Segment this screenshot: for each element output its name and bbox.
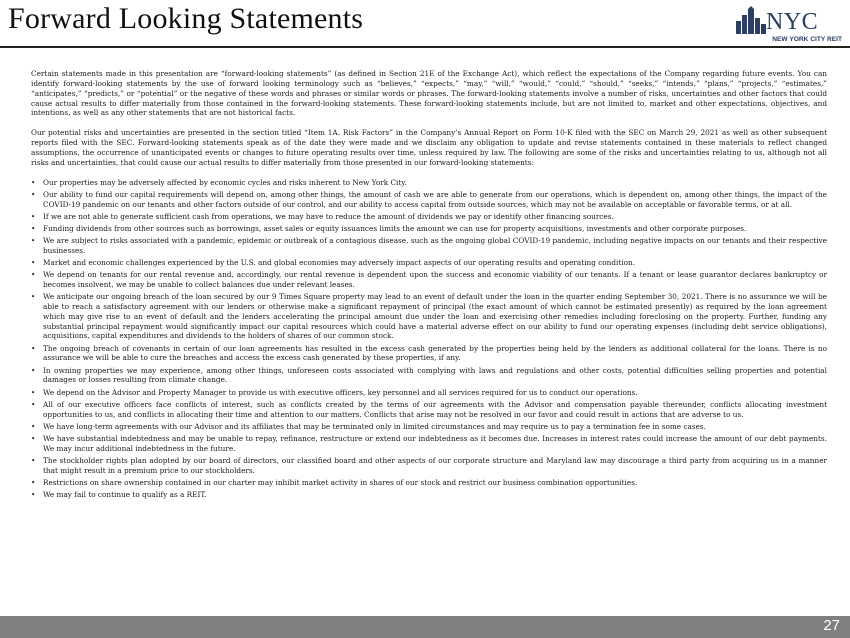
list-item-text: We have substantial indebtedness and may be unable to repay, refinance, restructure or extend our indebtedness as it becomes due. Increases in interest rates could increase the amount of our debt payments. We may incur additional indebtedness in the future. xyxy=(43,433,827,453)
intro-paragraph: Our potential risks and uncertainties are presented in the section titled “Item 1A. Risk Factors” in the Company’s Annual Report on Form 10-K filed with the SEC on March 29, 2021 as well as other subsequent reports filed with the SEC. Forward-looking statements speak as of the date they were made and we disclaim any obligation to update and revise statements contained in these materials to reflect changed assumptions, the occurrence of unanticipated events or changes to future operating results over time, unless required by law. The following are some of the risks and uncertainties relating to us, although not all risks and uncertainties, that could cause our actual results to differ materially from those presented in our forward-looking statements: xyxy=(31,128,827,167)
title-divider xyxy=(0,46,850,48)
list-item xyxy=(31,478,827,488)
list-item-text: Our ability to fund our capital requirements will depend on, among other things, the amount of cash we are able to generate from our operations, which is dependent on, among other things, the impact of the COVID-19 pandemic on our tenants and other factors outside of our control, and our ability to access capital from outside sources, which may not be available on acceptable or favorable terms, or at all. xyxy=(43,189,827,209)
bullet-icon: • xyxy=(31,177,36,187)
bullet-icon: • xyxy=(31,399,36,409)
page-number: 27 xyxy=(823,617,840,634)
list-item-text: We may fail to continue to qualify as a REIT. xyxy=(43,489,207,499)
disclaimer-body xyxy=(31,69,827,502)
list-item-text: We have long-term agreements with our Advisor and its affiliates that may be terminated only in limited circumstances and may require us to pay a termination fee in some cases. xyxy=(43,421,706,431)
list-item-text: We depend on tenants for our rental revenue and, accordingly, our rental revenue is dependent upon the success and economic viability of our tenants. If a tenant or lease guarantor declares bankruptcy or becomes insolvent, we may be unable to collect balances due under relevant leases. xyxy=(43,270,827,289)
list-item xyxy=(31,292,827,341)
list-item-text: All of our executive officers face conflicts of interest, such as conflicts created by the terms of our agreements with the Advisor and compensation payable thereunder, conflicts allocating investment opportunities to us, and conflicts in allocating their time and attention to our matters. Conflicts that arise may not be resolved in our favor and could result in actions that are adverse to us. xyxy=(43,399,827,419)
list-item-text: We are subject to risks associated with a pandemic, epidemic or outbreak of a contagious disease, such as the ongoing global COVID-19 pandemic, including negative impacts on our tenants and their respective businesses. xyxy=(43,236,827,255)
list-item xyxy=(31,270,827,290)
bullet-icon: • xyxy=(31,455,36,465)
list-item-text: Restrictions on share ownership contained in our charter may inhibit market activity in shares of our stock and restrict our business combination opportunities. xyxy=(43,477,638,487)
list-item xyxy=(31,190,827,210)
list-item xyxy=(31,236,827,256)
list-item-text: Our properties may be adversely affected by economic cycles and risks inherent to New York City. xyxy=(43,177,407,187)
list-item xyxy=(31,258,827,268)
list-item-text: In owning properties we may experience, among other things, unforeseen costs associated with complying with laws and regulations and other costs, potential difficulties selling properties and potential damages or losses resulting from climate change. xyxy=(43,365,827,385)
list-item-text: Funding dividends from other sources such as borrowings, asset sales or equity issuances limits the amount we can use for property acquisitions, investments and other corporate purposes. xyxy=(43,223,747,233)
list-item-text: We anticipate our ongoing breach of the loan secured by our 9 Times Square property may lead to an event of default under the loan in the quarter ending September 30, 2021. There is no assurance we will be able to reach a satisfactory agreement with our lenders or otherwise make a significant repayment of principal (the exact amount of which cannot be estimated presently) as required by the loan agreement which may give rise to an event of default and the lenders accelerating the principal amount due under the loan and exercising other remedies including foreclosing on the property. Further, funding any substantial principal repayment would significantly impact our capital resources which could have a material adverse effect on our ability to fund our operating expenses (including debt service obligations), acquisitions, capital expenditures and dividends to the holders of shares of our common stock. xyxy=(43,292,827,341)
page-title: Forward Looking Statements xyxy=(8,2,364,35)
list-item xyxy=(31,388,827,398)
list-item xyxy=(31,434,827,454)
list-item xyxy=(31,456,827,476)
logo-subtitle: NEW YORK CITY REIT xyxy=(772,36,842,43)
list-item xyxy=(31,212,827,222)
bullet-icon: • xyxy=(31,270,36,280)
list-item xyxy=(31,400,827,420)
list-item xyxy=(31,224,827,234)
list-item-text: The ongoing breach of covenants in certain of our loan agreements has resulted in the excess cash generated by the properties being held by the lenders as additional collateral for the loans. There is no assurance we will be able to cure the breaches and access the excess cash generated by these properties, if any. xyxy=(43,343,827,363)
list-item xyxy=(31,178,827,188)
footer-bar xyxy=(0,616,850,638)
bullet-icon: • xyxy=(31,257,36,267)
bullet-icon: • xyxy=(31,365,36,375)
bullet-icon: • xyxy=(31,343,36,353)
list-item-text: The stockholder rights plan adopted by our board of directors, our classified board and other aspects of our corporate structure and Maryland law may discourage a third party from acquiring us in a manner that might result in a premium price to our stockholders. xyxy=(43,455,827,475)
bullet-icon: • xyxy=(31,223,36,233)
intro-paragraph: Certain statements made in this presentation are “forward-looking statements” (as defined in Section 21E of the Exchange Act), which reflect the expectations of the Company regarding future events. You can identify forward-looking statements by the use of forward looking terminology such as “believes,” “expects,” “may,” “will,” “would,” “could,” “should,” “seeks,” “intends,” “plans,” “projects,” “estimates,” “anticipates,” “predicts,” or “potential” or the negative of these words and phrases or similar words or phrases. The forward-looking statements involve a number of risks, uncertainties and other factors that could cause actual results to differ materially from those contained in the forward-looking statements. These forward-looking statements include, but are not limited to, market and other expectations, objectives, and intentions, as well as any other statements that are not historical facts. xyxy=(31,69,827,118)
bullet-icon: • xyxy=(31,421,36,431)
risk-list xyxy=(31,178,827,500)
list-item xyxy=(31,344,827,364)
list-item xyxy=(31,366,827,386)
bullet-icon: • xyxy=(31,433,36,443)
bullet-icon: • xyxy=(31,489,36,499)
list-item-text: Market and economic challenges experienced by the U.S. and global economies may adversely impact aspects of our operating results and operating condition. xyxy=(43,257,636,267)
bullet-icon: • xyxy=(31,477,36,487)
list-item-text: If we are not able to generate sufficient cash from operations, we may have to reduce the amount of dividends we pay or identify other financing sources. xyxy=(43,211,614,221)
bullet-icon: • xyxy=(31,211,36,221)
list-item xyxy=(31,490,827,500)
bullet-icon: • xyxy=(31,236,36,245)
bullet-icon: • xyxy=(31,292,36,302)
logo-text: NYC xyxy=(766,9,819,35)
bullet-icon: • xyxy=(31,387,36,397)
list-item-text: We depend on the Advisor and Property Manager to provide us with executive officers, key personnel and all services required for us to conduct our operations. xyxy=(43,387,638,397)
list-item xyxy=(31,422,827,432)
skyline-icon xyxy=(734,6,768,34)
bullet-icon: • xyxy=(31,189,36,199)
company-logo xyxy=(734,6,844,46)
